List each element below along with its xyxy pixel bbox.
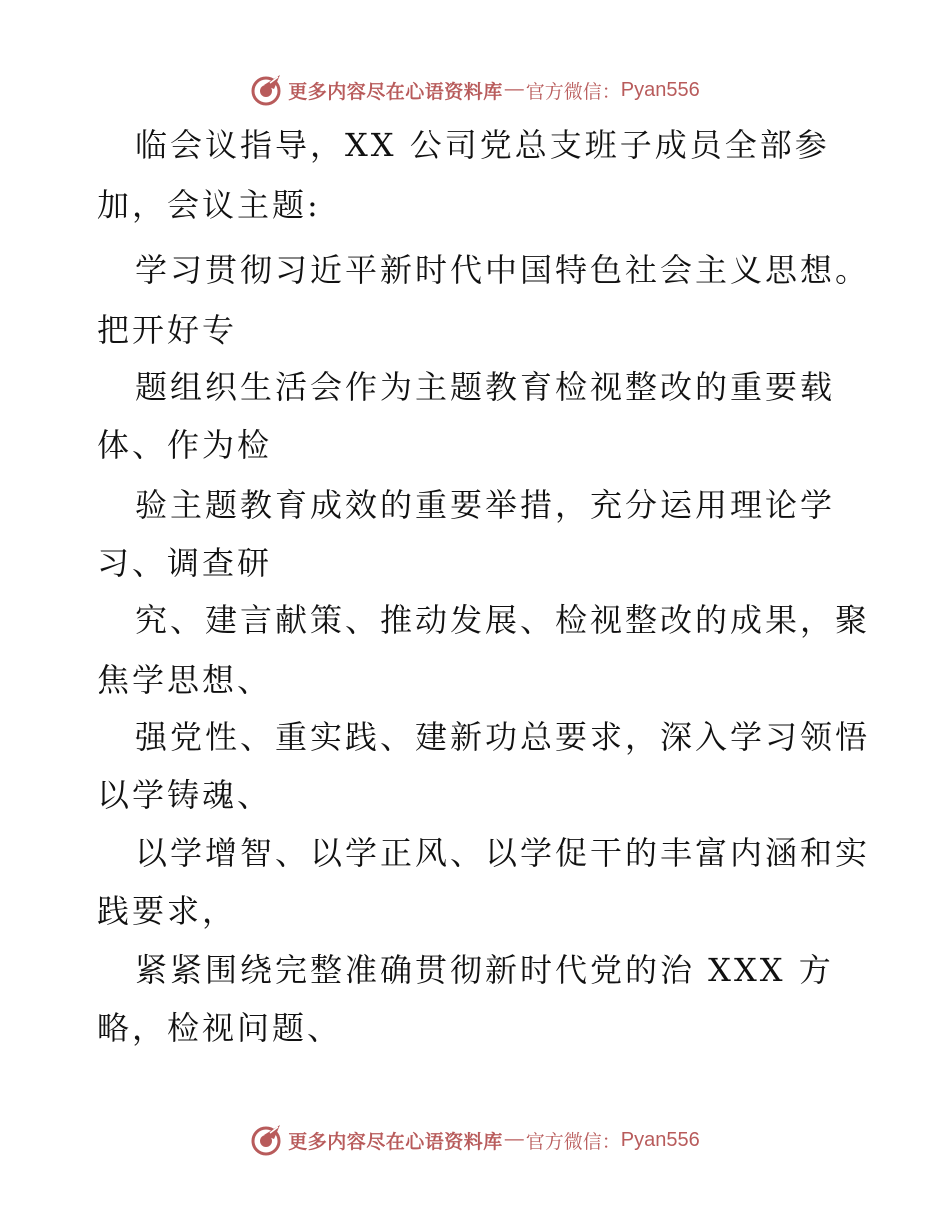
body-line: 究、建言献策、推动发展、检视整改的成果，聚 <box>135 601 871 639</box>
header-dash: — <box>504 79 524 100</box>
body-line: 践要求， <box>97 892 238 930</box>
body-line: 焦学思想、 <box>97 661 273 699</box>
body-line: 体、作为检 <box>97 426 273 464</box>
header-brand-text: 更多内容尽在心语资料库 <box>288 80 503 103</box>
footer-brand-text: 更多内容尽在心语资料库 <box>288 1130 503 1153</box>
footer-handle: Pyan556 <box>620 1128 700 1151</box>
brand-logo-icon <box>250 1123 284 1157</box>
body-line: 题组织生活会作为主题教育检视整改的重要载 <box>135 368 836 406</box>
body-line: 把开好专 <box>97 311 238 349</box>
footer-official-label: 官方微信： <box>525 1130 621 1153</box>
body-line: 强党性、重实践、建新功总要求，深入学习领悟 <box>135 718 871 756</box>
body-line: 以学铸魂、 <box>97 776 273 814</box>
footer-banner <box>0 1120 950 1160</box>
body-line: 临会议指导，XX 公司党总支班子成员全部参 <box>135 126 830 164</box>
body-line: 以学增智、以学正风、以学促干的丰富内涵和实 <box>135 834 871 872</box>
header-banner <box>0 70 950 110</box>
body-line: 紧紧围绕完整准确贯彻新时代党的治 XXX 方 <box>135 951 834 989</box>
brand-logo-icon <box>250 73 284 107</box>
header-official-label: 官方微信： <box>525 80 621 103</box>
body-line: 验主题教育成效的重要举措，充分运用理论学 <box>135 486 836 524</box>
body-line: 加，会议主题: <box>97 186 321 224</box>
body-line: 略，检视问题、 <box>97 1009 343 1047</box>
body-line: 学习贯彻习近平新时代中国特色社会主义思想。 <box>135 251 871 289</box>
header-handle: Pyan556 <box>620 78 700 101</box>
footer-dash: — <box>504 1129 524 1150</box>
body-line: 习、调查研 <box>97 544 273 582</box>
